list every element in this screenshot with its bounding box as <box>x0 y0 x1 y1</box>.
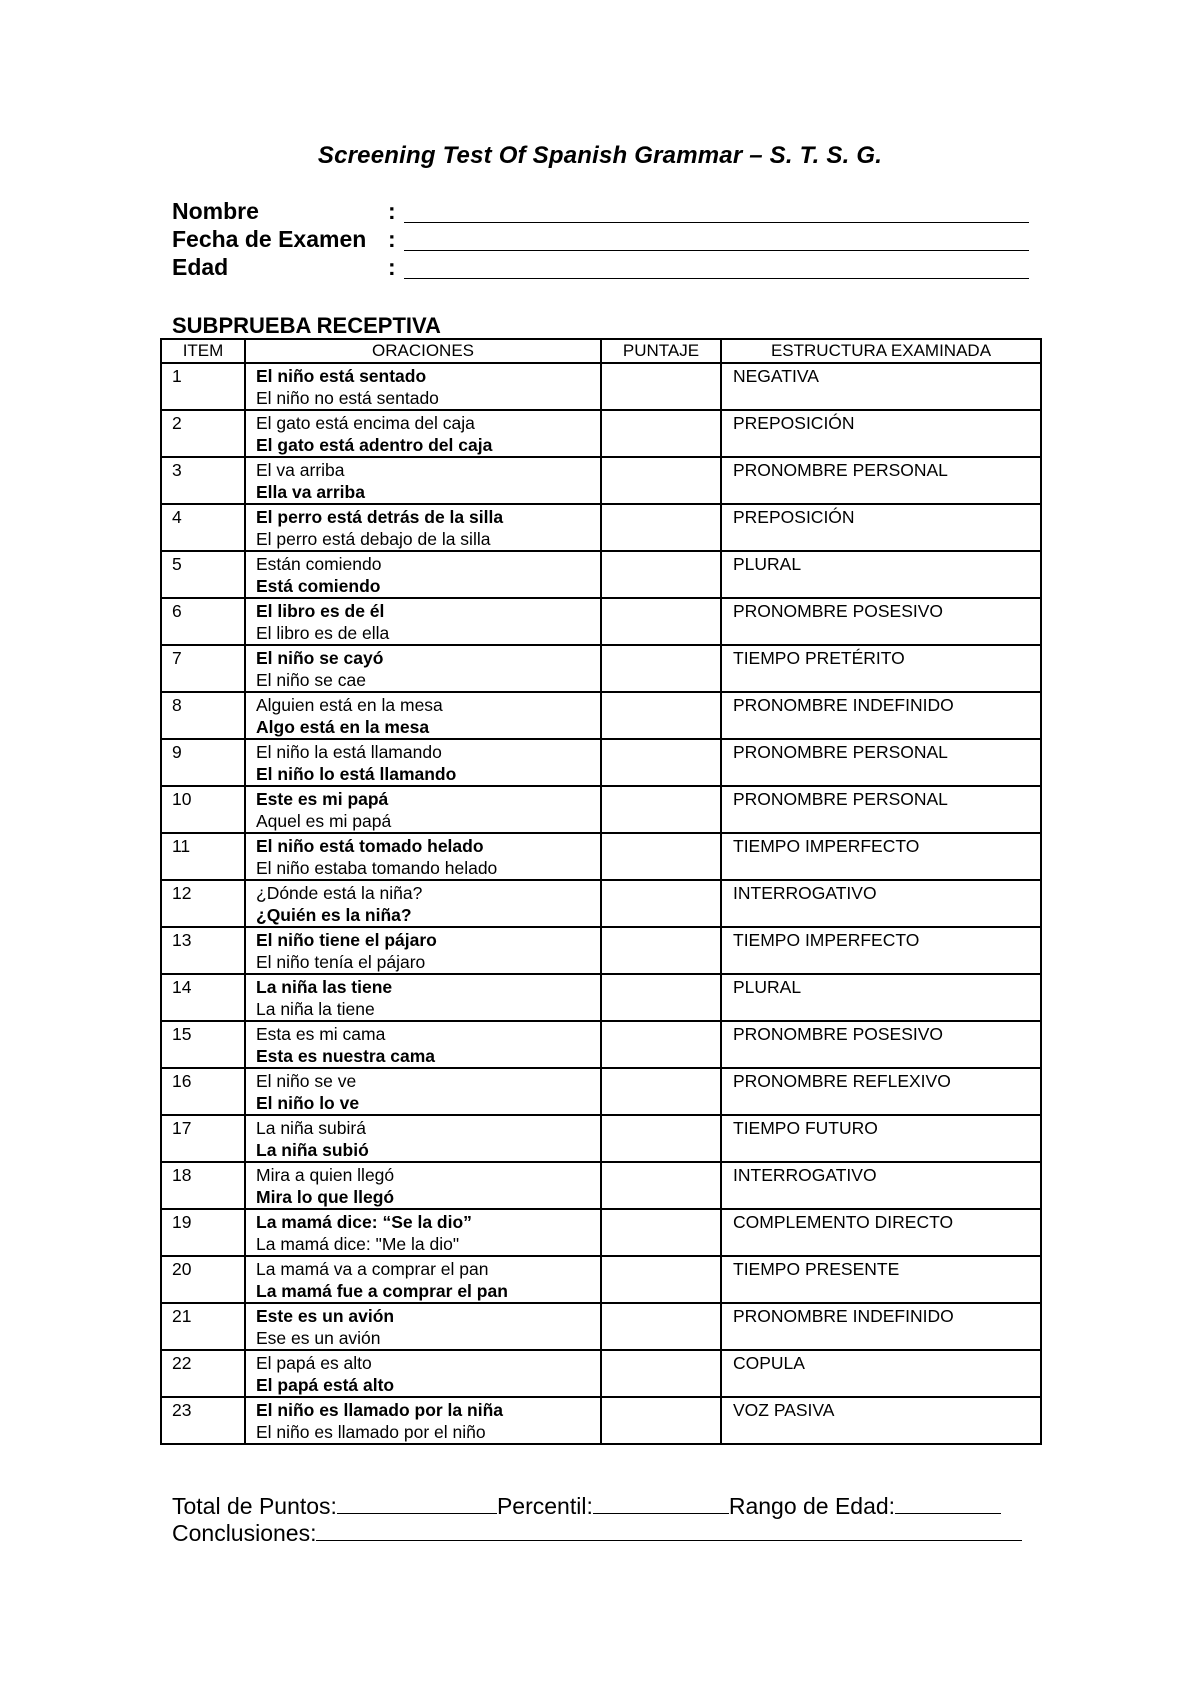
sentence-first: El gato está encima del caja <box>256 413 475 433</box>
item-number: 3 <box>161 457 245 504</box>
exam-date-label: Fecha de Examen <box>172 226 367 252</box>
sentence-pair <box>245 927 601 974</box>
sentence-pair <box>245 1209 601 1256</box>
age-range-blank[interactable] <box>895 1493 1001 1514</box>
item-number: 5 <box>161 551 245 598</box>
item-number: 12 <box>161 880 245 927</box>
structure-examined: COPULA <box>721 1350 1041 1397</box>
age-colon: : <box>388 254 396 280</box>
score-cell[interactable] <box>601 1115 721 1162</box>
table-row <box>161 645 1041 692</box>
table-row <box>161 692 1041 739</box>
score-cell[interactable] <box>601 1162 721 1209</box>
table-row <box>161 457 1041 504</box>
sentence-pair <box>245 1303 601 1350</box>
sentence-pair <box>245 598 601 645</box>
structure-examined: TIEMPO PRETÉRITO <box>721 645 1041 692</box>
conclusions-blank[interactable] <box>316 1520 1022 1541</box>
sentence-pair <box>245 880 601 927</box>
header-item: ITEM <box>161 339 245 363</box>
score-cell[interactable] <box>601 880 721 927</box>
structure-examined: PRONOMBRE INDEFINIDO <box>721 1303 1041 1350</box>
item-number: 18 <box>161 1162 245 1209</box>
sentence-second: Algo está en la mesa <box>256 717 430 737</box>
structure-examined: PRONOMBRE PERSONAL <box>721 739 1041 786</box>
table-row <box>161 833 1041 880</box>
sentence-second: La mamá dice: "Me la dio" <box>256 1234 460 1254</box>
score-cell[interactable] <box>601 1303 721 1350</box>
sentence-pair <box>245 1162 601 1209</box>
table-row <box>161 974 1041 1021</box>
percentile-label: Percentil: <box>496 1493 593 1519</box>
score-cell[interactable] <box>601 645 721 692</box>
sentence-first: Mira a quien llegó <box>256 1165 395 1185</box>
structure-examined: PREPOSICIÓN <box>721 504 1041 551</box>
table-row <box>161 1115 1041 1162</box>
score-cell[interactable] <box>601 1397 721 1444</box>
score-cell[interactable] <box>601 1068 721 1115</box>
structure-examined: PRONOMBRE PERSONAL <box>721 786 1041 833</box>
item-number: 13 <box>161 927 245 974</box>
sentence-pair <box>245 786 601 833</box>
sentence-pair <box>245 1068 601 1115</box>
sentence-second: ¿Quién es la niña? <box>256 905 412 925</box>
score-cell[interactable] <box>601 598 721 645</box>
structure-examined: PRONOMBRE POSESIVO <box>721 598 1041 645</box>
sentence-first: El niño es llamado por la niña <box>256 1400 503 1420</box>
name-colon: : <box>388 198 396 224</box>
receptive-subtest-table <box>160 338 1042 1445</box>
item-number: 21 <box>161 1303 245 1350</box>
structure-examined: INTERROGATIVO <box>721 1162 1041 1209</box>
sentence-second: La niña la tiene <box>256 999 375 1019</box>
table-row <box>161 786 1041 833</box>
sentence-first: Esta es mi cama <box>256 1024 386 1044</box>
sentence-second: El libro es de ella <box>256 623 390 643</box>
sentence-pair <box>245 1021 601 1068</box>
score-cell[interactable] <box>601 1021 721 1068</box>
score-cell[interactable] <box>601 1209 721 1256</box>
table-row <box>161 1397 1041 1444</box>
item-number: 14 <box>161 974 245 1021</box>
table-row <box>161 410 1041 457</box>
sentence-second: Ese es un avión <box>256 1328 381 1348</box>
score-cell[interactable] <box>601 410 721 457</box>
percentile-blank[interactable] <box>593 1493 729 1514</box>
structure-examined: PRONOMBRE INDEFINIDO <box>721 692 1041 739</box>
structure-examined: NEGATIVA <box>721 363 1041 410</box>
structure-examined: INTERROGATIVO <box>721 880 1041 927</box>
sentence-second: El niño tenía el pájaro <box>256 952 426 972</box>
sentence-first: El libro es de él <box>256 601 385 621</box>
sentence-first: Están comiendo <box>256 554 382 574</box>
structure-examined: VOZ PASIVA <box>721 1397 1041 1444</box>
table-row <box>161 1209 1041 1256</box>
header-score: PUNTAJE <box>601 339 721 363</box>
item-number: 22 <box>161 1350 245 1397</box>
sentence-second: Está comiendo <box>256 576 381 596</box>
table-row <box>161 739 1041 786</box>
sentence-second: El niño es llamado por el niño <box>256 1422 486 1442</box>
sentence-pair <box>245 1397 601 1444</box>
sentence-pair <box>245 1350 601 1397</box>
age-field <box>172 254 1032 282</box>
sentence-second: Aquel es mi papá <box>256 811 392 831</box>
exam-date-blank-line[interactable] <box>404 250 1029 251</box>
sentence-first: Este es mi papá <box>256 789 389 809</box>
structure-examined: PRONOMBRE PERSONAL <box>721 457 1041 504</box>
item-number: 8 <box>161 692 245 739</box>
table-row <box>161 504 1041 551</box>
table-header-row <box>161 339 1041 363</box>
name-blank-line[interactable] <box>404 222 1029 223</box>
sentence-second: La niña subió <box>256 1140 369 1160</box>
table-row <box>161 363 1041 410</box>
score-cell[interactable] <box>601 457 721 504</box>
sentence-pair <box>245 504 601 551</box>
sentence-second: Mira lo que llegó <box>256 1187 395 1207</box>
sentence-second: El niño se cae <box>256 670 366 690</box>
header-structure: ESTRUCTURA EXAMINADA <box>721 339 1041 363</box>
sentence-second: La mamá fue a comprar el pan <box>256 1281 508 1301</box>
total-points-blank[interactable] <box>337 1493 497 1514</box>
sentence-first: El niño la está llamando <box>256 742 442 762</box>
table-row <box>161 1021 1041 1068</box>
table-row <box>161 927 1041 974</box>
sentence-first: El niño se cayó <box>256 648 384 668</box>
sentence-first: Alguien está en la mesa <box>256 695 443 715</box>
examinee-info <box>172 198 1032 282</box>
sentence-second: El niño no está sentado <box>256 388 439 408</box>
score-cell[interactable] <box>601 363 721 410</box>
structure-examined: TIEMPO IMPERFECTO <box>721 833 1041 880</box>
sentence-first: Este es un avión <box>256 1306 395 1326</box>
age-label: Edad <box>172 254 229 280</box>
table-row <box>161 1256 1041 1303</box>
sentence-first: El niño está sentado <box>256 366 427 386</box>
conclusions-label: Conclusiones: <box>172 1520 317 1546</box>
name-label: Nombre <box>172 198 259 224</box>
item-number: 11 <box>161 833 245 880</box>
sentence-second: El niño lo ve <box>256 1093 360 1113</box>
item-number: 9 <box>161 739 245 786</box>
item-number: 17 <box>161 1115 245 1162</box>
sentence-pair <box>245 410 601 457</box>
sentence-second: Esta es nuestra cama <box>256 1046 435 1066</box>
structure-examined: PRONOMBRE REFLEXIVO <box>721 1068 1041 1115</box>
sentence-pair <box>245 363 601 410</box>
table-row <box>161 1162 1041 1209</box>
structure-examined: TIEMPO IMPERFECTO <box>721 927 1041 974</box>
sentence-second: El gato está adentro del caja <box>256 435 493 455</box>
sentence-second: El papá está alto <box>256 1375 395 1395</box>
score-cell[interactable] <box>601 551 721 598</box>
sentence-first: La mamá dice: “Se la dio” <box>256 1212 472 1232</box>
score-cell[interactable] <box>601 927 721 974</box>
sentence-first: El niño tiene el pájaro <box>256 930 437 950</box>
item-number: 16 <box>161 1068 245 1115</box>
score-cell[interactable] <box>601 833 721 880</box>
subtest-title: SUBPRUEBA RECEPTIVA <box>172 313 441 338</box>
sentence-pair <box>245 551 601 598</box>
sentence-pair <box>245 457 601 504</box>
table-row <box>161 1350 1041 1397</box>
age-blank-line[interactable] <box>404 278 1029 279</box>
score-cell[interactable] <box>601 974 721 1021</box>
sentence-pair <box>245 1115 601 1162</box>
table-row <box>161 880 1041 927</box>
structure-examined: PLURAL <box>721 551 1041 598</box>
item-number: 7 <box>161 645 245 692</box>
score-summary-row <box>172 1493 1022 1520</box>
table-row <box>161 1303 1041 1350</box>
sentence-first: El papá es alto <box>256 1353 372 1373</box>
sentence-pair <box>245 739 601 786</box>
structure-examined: PLURAL <box>721 974 1041 1021</box>
conclusions-row <box>172 1520 1022 1547</box>
score-cell[interactable] <box>601 1256 721 1303</box>
item-number: 20 <box>161 1256 245 1303</box>
score-cell[interactable] <box>601 1350 721 1397</box>
sentence-pair <box>245 833 601 880</box>
structure-examined: COMPLEMENTO DIRECTO <box>721 1209 1041 1256</box>
structure-examined: PREPOSICIÓN <box>721 410 1041 457</box>
sentence-second: El perro está debajo de la silla <box>256 529 491 549</box>
results-footer <box>172 1493 1022 1547</box>
exam-date-colon: : <box>388 226 396 252</box>
sentence-first: El niño se ve <box>256 1071 357 1091</box>
total-points-label: Total de Puntos: <box>172 1493 337 1519</box>
sentence-first: El va arriba <box>256 460 345 480</box>
score-cell[interactable] <box>601 692 721 739</box>
table-row <box>161 551 1041 598</box>
structure-examined: PRONOMBRE POSESIVO <box>721 1021 1041 1068</box>
age-range-label: Rango de Edad: <box>728 1493 896 1519</box>
item-number: 19 <box>161 1209 245 1256</box>
sentence-first: ¿Dónde está la niña? <box>256 883 423 903</box>
sentence-second: El niño estaba tomando helado <box>256 858 498 878</box>
sentence-first: La mamá va a comprar el pan <box>256 1259 489 1279</box>
sentence-pair <box>245 974 601 1021</box>
sentence-first: El niño está tomado helado <box>256 836 484 856</box>
table-row <box>161 1068 1041 1115</box>
score-cell[interactable] <box>601 739 721 786</box>
item-number: 1 <box>161 363 245 410</box>
table-row <box>161 598 1041 645</box>
item-number: 2 <box>161 410 245 457</box>
sentence-first: La niña subirá <box>256 1118 366 1138</box>
item-number: 15 <box>161 1021 245 1068</box>
name-field <box>172 198 1032 226</box>
sentence-pair <box>245 645 601 692</box>
sentence-second: Ella va arriba <box>256 482 365 502</box>
sentence-first: El perro está detrás de la silla <box>256 507 504 527</box>
score-cell[interactable] <box>601 786 721 833</box>
structure-examined: TIEMPO FUTURO <box>721 1115 1041 1162</box>
sentence-pair <box>245 1256 601 1303</box>
score-cell[interactable] <box>601 504 721 551</box>
sentence-pair <box>245 692 601 739</box>
exam-date-field <box>172 226 1032 254</box>
sentence-second: El niño lo está llamando <box>256 764 457 784</box>
structure-examined: TIEMPO PRESENTE <box>721 1256 1041 1303</box>
item-number: 10 <box>161 786 245 833</box>
item-number: 23 <box>161 1397 245 1444</box>
document-title: Screening Test Of Spanish Grammar – S. T. S. G. <box>317 142 883 169</box>
sentence-first: La niña las tiene <box>256 977 393 997</box>
item-number: 6 <box>161 598 245 645</box>
item-number: 4 <box>161 504 245 551</box>
header-sentences: ORACIONES <box>245 339 601 363</box>
